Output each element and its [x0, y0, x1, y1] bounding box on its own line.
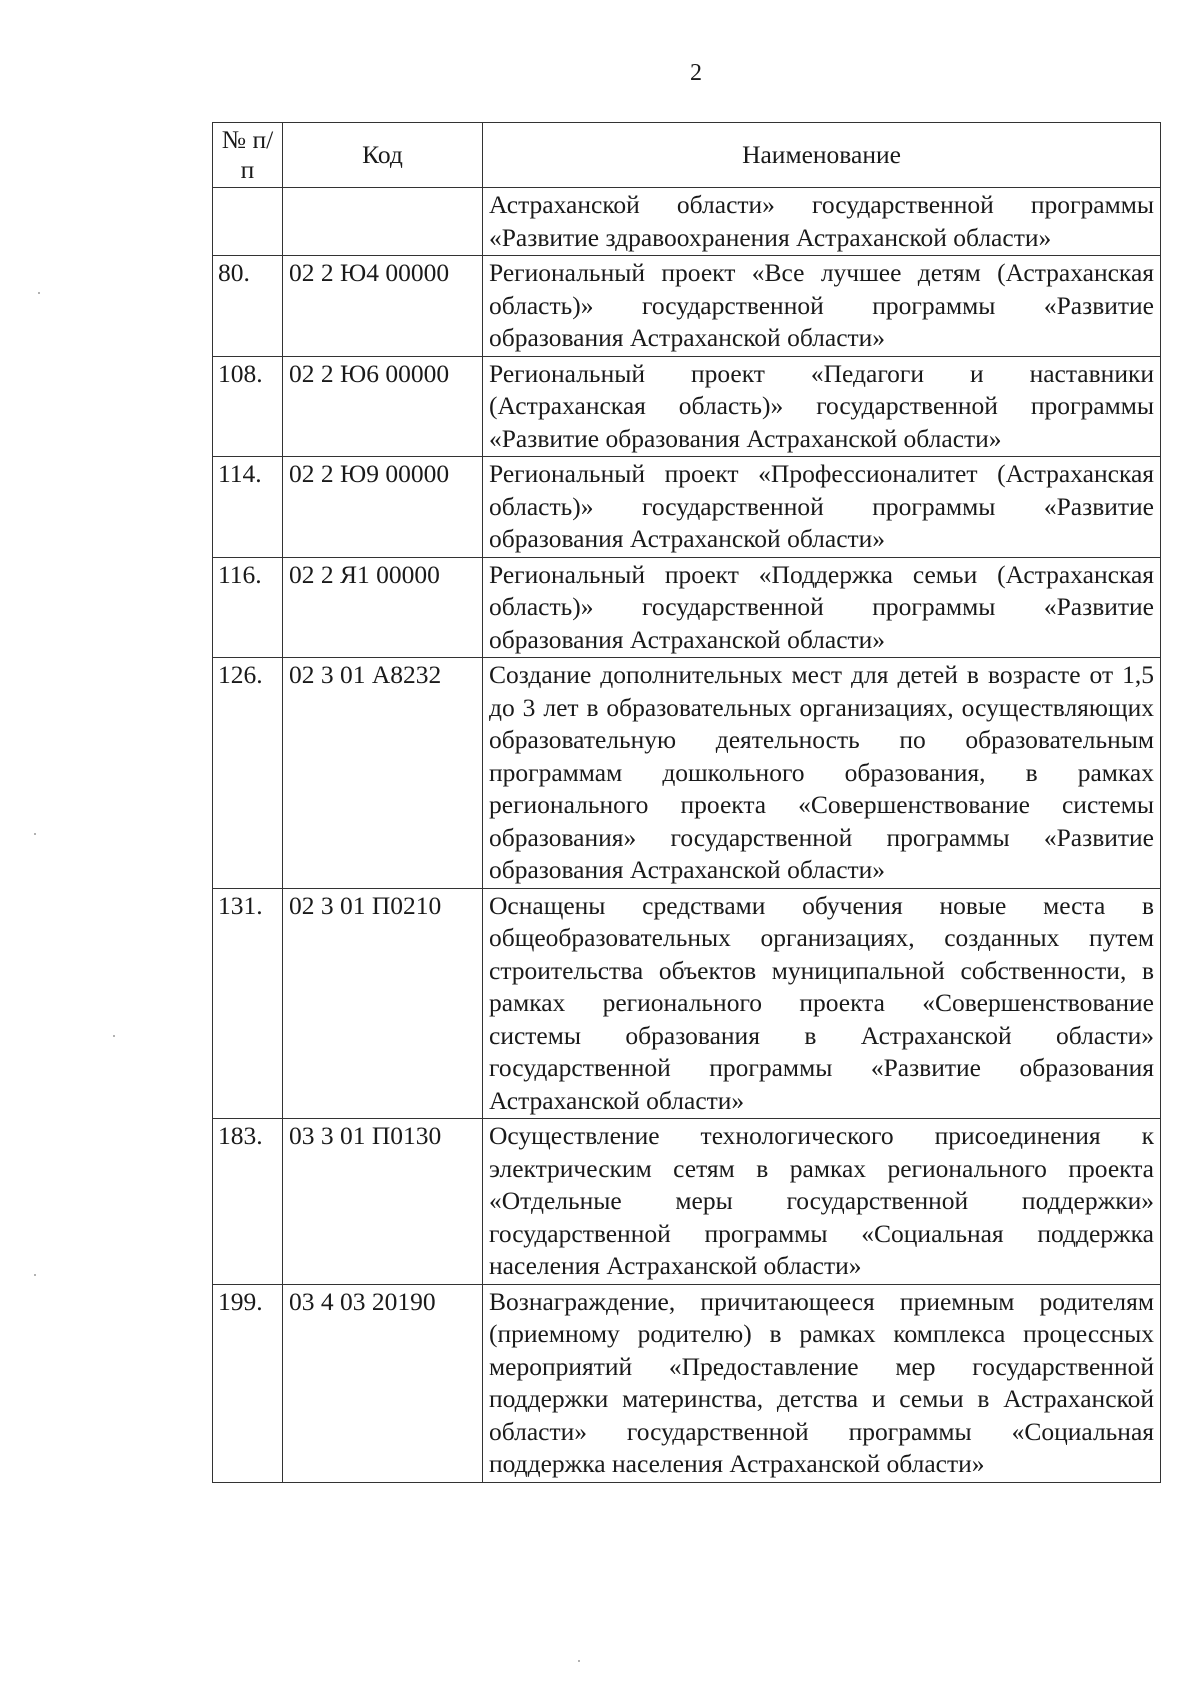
table-row [213, 356, 1161, 457]
header-num: № п/п [213, 123, 283, 188]
scan-speck [38, 292, 40, 294]
header-name: Наименование [483, 123, 1161, 188]
row-name: Региональный проект «Педагоги и наставники (Астраханская область)» государственной программы «Развитие образования Астраханской области» [483, 356, 1161, 457]
row-name: Региональный проект «Профессионалитет (Астраханская область)» государственной программы «Развитие образования Астраханской области» [483, 457, 1161, 558]
row-code: 02 3 01 А8232 [283, 658, 483, 889]
row-name: Осуществление технологического присоединения к электрическим сетям в рамках регионального проекта «Отдельные меры государственной поддержки» государственной программы «Социальная поддержка населения Астраханской области» [483, 1119, 1161, 1285]
codes-table [212, 122, 1161, 1483]
table-row [213, 557, 1161, 658]
row-num [213, 188, 283, 256]
row-num: 126. [213, 658, 283, 889]
row-num: 108. [213, 356, 283, 457]
row-num: 116. [213, 557, 283, 658]
table-row [213, 256, 1161, 357]
table-row [213, 1284, 1161, 1482]
table-row [213, 457, 1161, 558]
row-code: 02 3 01 П0210 [283, 888, 483, 1119]
row-name: Региональный проект «Все лучшее детям (Астраханская область)» государственной программы «Развитие образования Астраханской области» [483, 256, 1161, 357]
table-row [213, 658, 1161, 889]
row-name: Оснащены средствами обучения новые места в общеобразовательных организациях, созданных путем строительства объектов муниципальной собственности, в рамках регионального проекта «Совершенствование системы образования в Астраханской области» государственной программы «Развитие образования Астраханской области» [483, 888, 1161, 1119]
row-num: 183. [213, 1119, 283, 1285]
row-name: Астраханской области» государственной программы «Развитие здравоохранения Астраханской области» [483, 188, 1161, 256]
table-header-row [213, 123, 1161, 188]
row-code: 02 2 Ю4 00000 [283, 256, 483, 357]
table-row [213, 188, 1161, 256]
row-num: 114. [213, 457, 283, 558]
table-row [213, 888, 1161, 1119]
row-num: 80. [213, 256, 283, 357]
scan-speck [578, 1660, 580, 1662]
row-num: 199. [213, 1284, 283, 1482]
row-code: 02 2 Ю6 00000 [283, 356, 483, 457]
row-code: 03 3 01 П0130 [283, 1119, 483, 1285]
table-row [213, 1119, 1161, 1285]
row-code: 02 2 Ю9 00000 [283, 457, 483, 558]
header-code: Код [283, 123, 483, 188]
page-number: 2 [690, 60, 702, 86]
row-code: 02 2 Я1 00000 [283, 557, 483, 658]
row-name: Создание дополнительных мест для детей в возрасте от 1,5 до 3 лет в образовательных организациях, осуществляющих образовательную деятельность по образовательным программам дошкольного образования, в рамках регионального проекта «Совершенствование системы образования» государственной программы «Развитие образования Астраханской области» [483, 658, 1161, 889]
row-name: Региональный проект «Поддержка семьи (Астраханская область)» государственной программы «Развитие образования Астраханской области» [483, 557, 1161, 658]
scan-speck [34, 1274, 36, 1276]
row-code [283, 188, 483, 256]
row-code: 03 4 03 20190 [283, 1284, 483, 1482]
row-num: 131. [213, 888, 283, 1119]
scan-speck [113, 1035, 115, 1037]
scan-speck [34, 833, 36, 835]
row-name: Вознаграждение, причитающееся приемным родителям (приемному родителю) в рамках комплекса процессных мероприятий «Предоставление мер государственной поддержки материнства, детства и семьи в Астраханской области» государственной программы «Социальная поддержка населения Астраханской области» [483, 1284, 1161, 1482]
